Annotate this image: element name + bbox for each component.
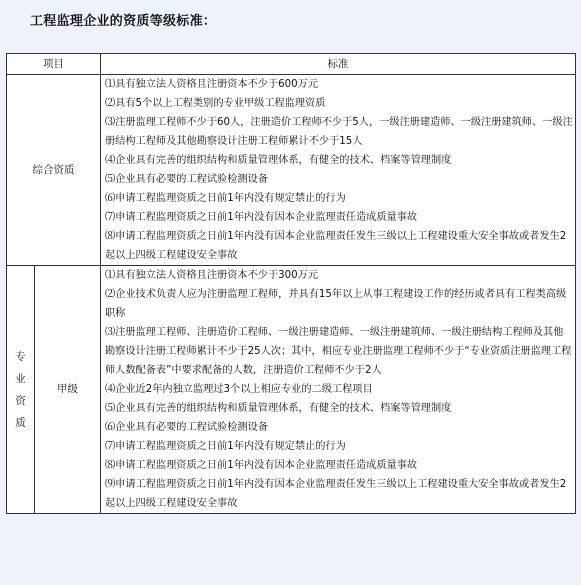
category-comprehensive: 综合资质 bbox=[7, 75, 101, 266]
grade-a-label: 甲级 bbox=[35, 266, 101, 514]
category-professional bbox=[7, 266, 35, 514]
list-item: ⑴具有独立法人资格且注册资本不少于300万元 bbox=[105, 270, 319, 281]
list-item: ⑻申请工程监理资质之日前1年内没有因本企业监理责任发生三级以上工程建设重大安全事故或者发生2起以上四级工程建设安全事故 bbox=[105, 231, 567, 261]
header-standard: 标准 bbox=[101, 54, 576, 75]
list-item: ⑵具有5个以上工程类别的专业甲级工程监理资质 bbox=[105, 98, 326, 109]
qualification-standards-table bbox=[6, 53, 576, 514]
comprehensive-standards bbox=[101, 75, 576, 266]
list-item: ⑺申请工程监理资质之日前1年内没有规定禁止的行为 bbox=[105, 441, 346, 452]
list-item: ⑹企业具有必要的工程试验检测设备 bbox=[105, 422, 268, 433]
page-title: 工程监理企业的资质等级标准： bbox=[30, 14, 217, 29]
list-item: ⑷企业近2年内独立监理过3个以上相应专业的二级工程项目 bbox=[105, 384, 373, 395]
category-professional-char: 资 bbox=[15, 394, 26, 407]
list-item: ⑷企业具有完善的组织结构和质量管理体系，有健全的技术、档案等管理制度 bbox=[105, 155, 452, 166]
list-item: ⑴具有独立法人资格且注册资本不少于600万元 bbox=[105, 79, 319, 90]
table-row-professional-grade-a bbox=[7, 266, 576, 514]
table-header-row bbox=[7, 54, 576, 75]
grade-a-standards bbox=[101, 266, 576, 514]
header-item: 项目 bbox=[7, 54, 101, 75]
category-professional-char: 质 bbox=[15, 416, 26, 429]
list-item: ⑶注册监理工程师、注册造价工程师、一级注册建造师、一级注册建筑师、一级注册结构工程师及其他勘察设计注册工程师累计不少于25人次；其中，相应专业注册监理工程师不少于“专业资质注册监理工程师人数配备表”中要求配备的人数，注册造价工程师不少于2人 bbox=[105, 327, 572, 376]
list-item: ⑻申请工程监理资质之日前1年内没有因本企业监理责任造成质量事故 bbox=[105, 460, 418, 471]
category-professional-char: 业 bbox=[15, 372, 26, 385]
table-row-comprehensive bbox=[7, 75, 576, 266]
list-item: ⑼申请工程监理资质之日前1年内没有因本企业监理责任发生三级以上工程建设重大安全事故或者发生2起以上四级工程建设安全事故 bbox=[105, 479, 567, 509]
list-item: ⑹申请工程监理资质之日前1年内没有规定禁止的行为 bbox=[105, 193, 346, 204]
list-item: ⑵企业技术负责人应为注册监理工程师，并具有15年以上从事工程建设工作的经历或者具有工程类高级职称 bbox=[105, 289, 567, 319]
list-item: ⑶注册监理工程师不少于60人，注册造价工程师不少于5人，一级注册建造师、一级注册建筑师、一级注册结构工程师及其他勘察设计注册工程师累计不少于15人 bbox=[105, 117, 573, 147]
list-item: ⑸企业具有完善的组织结构和质量管理体系，有健全的技术、档案等管理制度 bbox=[105, 403, 452, 414]
list-item: ⑺申请工程监理资质之日前1年内没有因本企业监理责任造成质量事故 bbox=[105, 212, 418, 223]
list-item: ⑸企业具有必要的工程试验检测设备 bbox=[105, 174, 268, 185]
category-professional-char: 专 bbox=[15, 350, 26, 363]
